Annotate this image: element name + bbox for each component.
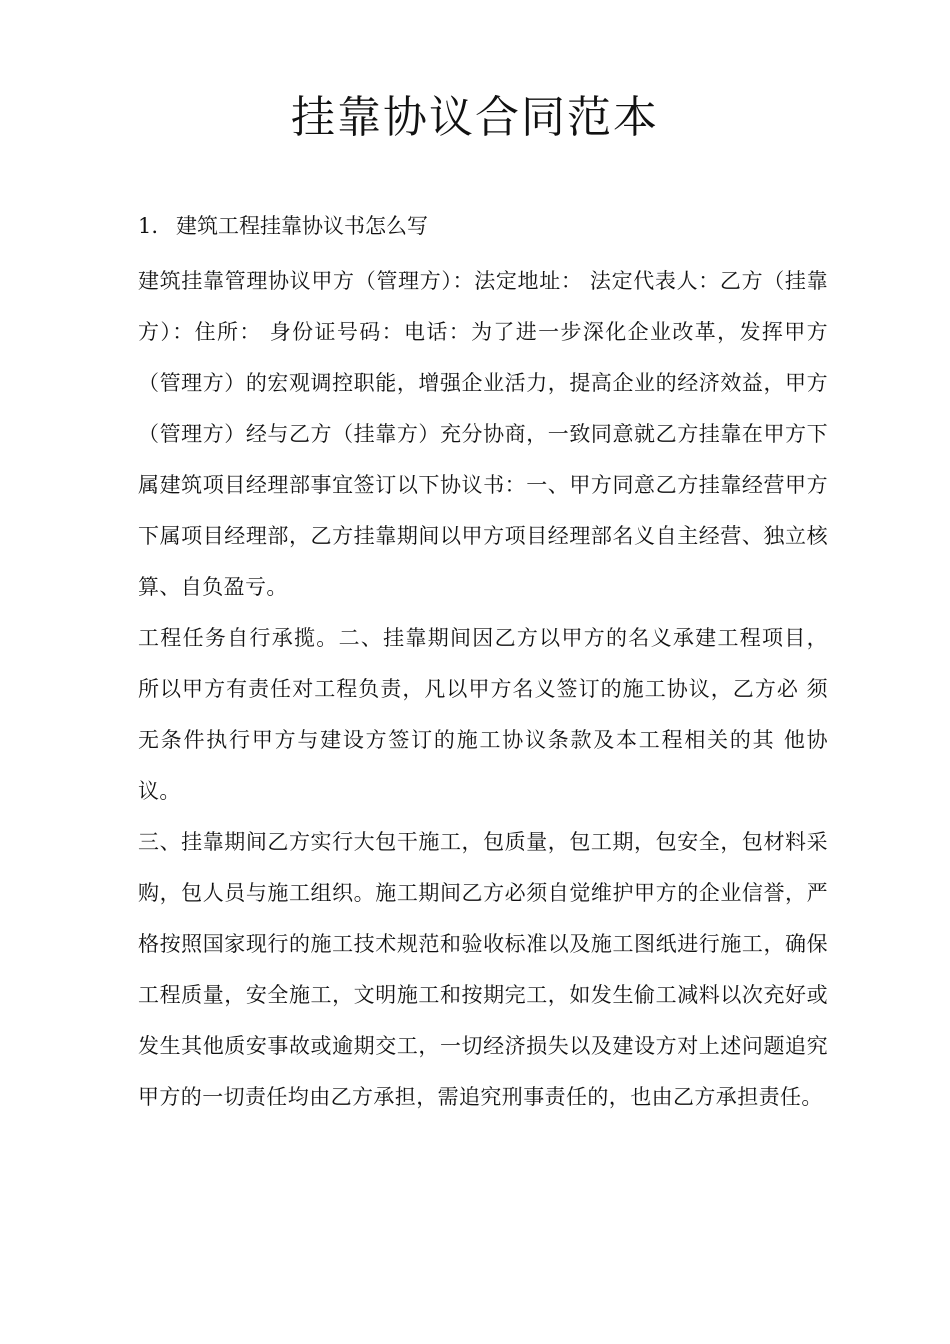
paragraph: 工程任务自行承揽。二、挂靠期间因乙方以甲方的名义承建工程项目， 所以甲方有责任对工程负责，凡以甲方名义签订的施工协议，乙方必 须无条件执行甲方与建设方签订的施工协议条款及本工程相关的其 他协议。 [138, 626, 828, 803]
section-number: 1. [138, 214, 159, 238]
section-heading-text: 建筑工程挂靠协议书怎么写 [176, 214, 428, 238]
section-heading [138, 206, 828, 246]
document-body [138, 206, 828, 1123]
document-title: 挂靠协议合同范本 [291, 92, 659, 143]
paragraph: 建筑挂靠管理协议甲方（管理方）：法定地址： 法定代表人：乙方（挂靠方）：住所： 身份证号码：电话：为了进一步深化企业改革，发挥甲方（管理方）的宏观调控职能，增强企业活力，提高企业的经济效益，甲方（管理方）经与乙方（挂靠方）充分协商，一致同意就乙方挂靠在甲方下属建筑项目经理部事宜签订以下协议书：一、甲方同意乙方挂靠经营甲方下属项目经理部，乙方挂靠期间以甲方项目经理部名义自主经营、独立核算、自负盈亏。 [138, 269, 828, 599]
paragraph: 三、挂靠期间乙方实行大包干施工，包质量，包工期，包安全，包材料采购，包人员与施工组织。施工期间乙方必须自觉维护甲方的企业信誉，严格按照国家现行的施工技术规范和验收标准以及施工图纸进行施工，确保工程质量，安全施工，文明施工和按期完工，如发生偷工减料以次充好或发生其他质安事故或逾期交工，一切经济损失以及建设方对上述问题追究甲方的一切责任均由乙方承担，需追究刑事责任的，也由乙方承担责任。 [138, 830, 828, 1109]
